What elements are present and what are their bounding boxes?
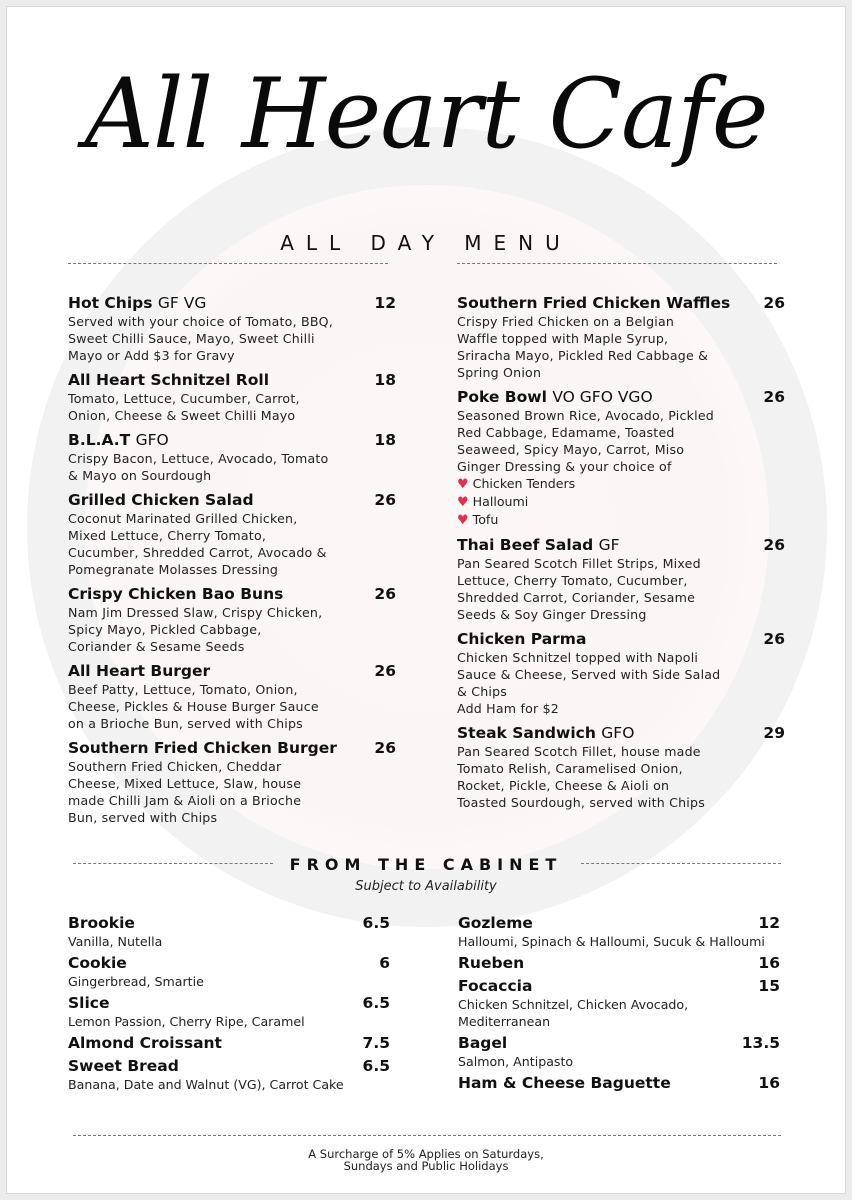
menu-item-description: & Chips (457, 684, 508, 699)
dietary-tag: GFO (601, 724, 635, 742)
cabinet-item-header (68, 1033, 390, 1053)
cabinet-item-header (458, 913, 780, 933)
dietary-tag: VO GFO VGO (552, 388, 653, 406)
menu-item-description: Lettuce, Cherry Tomato, Cucumber, (457, 573, 688, 588)
menu-item-description: Rocket, Pickle, Cheese & Aioli on (457, 778, 670, 793)
menu-item-description: Seasoned Brown Rice, Avocado, Pickled (457, 408, 714, 423)
cabinet-item (68, 1056, 390, 1093)
cabinet-item (458, 976, 780, 1030)
menu-item-title (68, 293, 206, 313)
menu-item-description: Coconut Marinated Grilled Chicken, (68, 511, 298, 526)
cafe-title: All Heart Cafe (84, 58, 768, 170)
dietary-tag: GF (598, 536, 620, 554)
surcharge-line-2: Sundays and Public Holidays (343, 1159, 509, 1173)
heart-icon: ♥ (457, 513, 469, 528)
menu-item-title (68, 430, 169, 450)
menu-item-description: Cucumber, Shredded Carrot, Avocado & (68, 545, 327, 560)
menu-item-description: Chicken Schnitzel topped with Napoli (457, 650, 699, 665)
menu-item-description: & Mayo on Sourdough (68, 468, 212, 483)
heart-icon: ♥ (457, 477, 469, 492)
menu-item-name: Thai Beef Salad (457, 536, 594, 554)
menu-item-price: 29 (763, 724, 785, 742)
cabinet-item-header (68, 993, 390, 1013)
menu-item-header (68, 584, 398, 604)
cabinet-title: FROM THE CABINET (289, 855, 563, 874)
menu-item-description: Sweet Chilli Sauce, Mayo, Sweet Chilli (68, 331, 315, 346)
menu-item-description: Tomato Relish, Caramelised Onion, (457, 761, 683, 776)
menu-item (68, 661, 398, 732)
cabinet-item-header (68, 1056, 390, 1076)
menu-item (457, 387, 787, 529)
cabinet-item-price: 6.5 (362, 994, 390, 1012)
menu-item-description: Toasted Sourdough, served with Chips (457, 795, 705, 810)
menu-item-description: Crispy Fried Chicken on a Belgian (457, 314, 675, 329)
cabinet-item-header (458, 976, 780, 996)
cabinet-item-name: Rueben (458, 954, 525, 972)
cabinet-item-name: Brookie (68, 914, 135, 932)
menu-item-description: Sauce & Cheese, Served with Side Salad (457, 667, 721, 682)
menu-item (68, 738, 398, 826)
menu-item-header (457, 387, 787, 407)
cabinet-item-description: Halloumi, Spinach & Halloumi, Sucuk & Halloumi (458, 934, 765, 949)
menu-item-name: Poke Bowl (457, 388, 547, 406)
menu-item-price: 18 (374, 371, 396, 389)
menu-item-description: Add Ham for $2 (457, 701, 559, 716)
cabinet-item (68, 913, 390, 950)
cabinet-item (68, 1033, 390, 1053)
menu-subtitle: ALL DAY MENU (280, 231, 572, 255)
menu-item-description: Cheese, Mixed Lettuce, Slaw, house (68, 776, 302, 791)
menu-item-price: 26 (374, 739, 396, 757)
cabinet-item-header (68, 913, 390, 933)
dietary-tag: GFO (135, 431, 169, 449)
cabinet-item-price: 12 (758, 914, 780, 932)
menu-item (68, 370, 398, 424)
cabinet-item-description: Banana, Date and Walnut (VG), Carrot Cake (68, 1077, 344, 1092)
cabinet-item-price: 6.5 (362, 1057, 390, 1075)
menu-item-title (68, 584, 283, 604)
menu-item-title (457, 629, 586, 649)
menu-item-description: Pan Seared Scotch Fillet Strips, Mixed (457, 556, 701, 571)
cabinet-item-price: 6 (379, 954, 390, 972)
cabinet-item (68, 953, 390, 990)
menu-option (457, 475, 787, 493)
menu-item-description: Mixed Lettuce, Cherry Tomato, (68, 528, 267, 543)
menu-item-header (457, 629, 787, 649)
cabinet-item-header (458, 1073, 780, 1093)
menu-item-title (68, 370, 269, 390)
menu-item-name: Crispy Chicken Bao Buns (68, 585, 284, 603)
menu-item-description: Beef Patty, Lettuce, Tomato, Onion, (68, 682, 298, 697)
menu-item (457, 723, 787, 811)
cabinet-item-price: 16 (758, 1074, 780, 1092)
menu-item-name: All Heart Schnitzel Roll (68, 371, 270, 389)
menu-item-header (457, 723, 787, 743)
menu-item-description: made Chilli Jam & Aioli on a Brioche (68, 793, 302, 808)
cabinet-item-name: Bagel (458, 1034, 508, 1052)
menu-item-description: Shredded Carrot, Coriander, Sesame (457, 590, 696, 605)
divider-footer (73, 1135, 781, 1136)
menu-item-title (457, 387, 653, 407)
cabinet-item-price: 16 (758, 954, 780, 972)
menu-item-description: on a Brioche Bun, served with Chips (68, 716, 303, 731)
surcharge-line-1: A Surcharge of 5% Applies on Saturdays, (308, 1147, 544, 1161)
menu-item-description: Crispy Bacon, Lettuce, Avocado, Tomato (68, 451, 329, 466)
menu-item-header (68, 490, 398, 510)
menu-item-title (457, 723, 634, 743)
menu-item-description: Pan Seared Scotch Fillet, house made (457, 744, 701, 759)
menu-item-title (68, 738, 337, 758)
menu-item-title (457, 293, 730, 313)
menu-item-price: 12 (374, 294, 396, 312)
menu-item-description: Served with your choice of Tomato, BBQ, (68, 314, 333, 329)
menu-item-description: Mayo or Add $3 for Gravy (68, 348, 235, 363)
cabinet-item-name: Cookie (68, 954, 127, 972)
menu-item-description: Onion, Cheese & Sweet Chilli Mayo (68, 408, 296, 423)
menu-item-price: 18 (374, 431, 396, 449)
menu-item-description: Waffle topped with Maple Syrup, (457, 331, 669, 346)
cabinet-item (458, 1033, 780, 1070)
dietary-tag: GF VG (157, 294, 207, 312)
menu-item-title (68, 490, 254, 510)
menu-item (68, 430, 398, 484)
cabinet-item-description: Lemon Passion, Cherry Ripe, Caramel (68, 1014, 305, 1029)
cabinet-item-price: 6.5 (362, 914, 390, 932)
menu-item-price: 26 (374, 662, 396, 680)
menu-item (68, 584, 398, 655)
menu-item-name: Chicken Parma (457, 630, 587, 648)
menu-item-description: Sriracha Mayo, Pickled Red Cabbage & (457, 348, 709, 363)
menu-option-label: Tofu (472, 512, 499, 527)
menu-item (457, 293, 787, 381)
cabinet-item-header (458, 953, 780, 973)
divider-cabinet-right (581, 863, 781, 864)
menu-item-name: Steak Sandwich (457, 724, 596, 742)
menu-item-description: Seaweed, Spicy Mayo, Carrot, Miso (457, 442, 685, 457)
cabinet-item (458, 913, 780, 950)
cabinet-item-description: Chicken Schnitzel, Chicken Avocado, Mediterranean (458, 997, 689, 1029)
cabinet-item (458, 953, 780, 973)
menu-item-header (68, 293, 398, 313)
menu-option-label: Halloumi (472, 494, 529, 509)
cabinet-item-name: Ham & Cheese Baguette (458, 1074, 671, 1092)
cabinet-item-description: Vanilla, Nutella (68, 934, 163, 949)
menu-item-description: Red Cabbage, Edamame, Toasted (457, 425, 675, 440)
menu-item-name: Hot Chips (68, 294, 153, 312)
menu-item-price: 26 (374, 585, 396, 603)
menu-item (68, 293, 398, 364)
menu-item-header (457, 535, 787, 555)
menu-option (457, 511, 787, 529)
cabinet-item-description: Gingerbread, Smartie (68, 974, 204, 989)
menu-item-description: Seeds & Soy Ginger Dressing (457, 607, 647, 622)
menu-item (457, 629, 787, 717)
menu-page (6, 6, 846, 1194)
menu-item-name: Southern Fried Chicken Burger (68, 739, 337, 757)
menu-item-description: Nam Jim Dressed Slaw, Crispy Chicken, (68, 605, 323, 620)
menu-option-label: Chicken Tenders (472, 476, 576, 491)
menu-item-description: Spicy Mayo, Pickled Cabbage, (68, 622, 262, 637)
menu-item-description: Tomato, Lettuce, Cucumber, Carrot, (68, 391, 300, 406)
menu-item-name: Grilled Chicken Salad (68, 491, 254, 509)
cabinet-item-header (458, 1033, 780, 1053)
cabinet-note: Subject to Availability (355, 879, 497, 894)
divider-right (457, 263, 777, 264)
menu-item-name: All Heart Burger (68, 662, 211, 680)
menu-item-title (68, 661, 210, 681)
menu-item-description: Pomegranate Molasses Dressing (68, 562, 279, 577)
surcharge-note (7, 1148, 845, 1172)
cabinet-item-name: Focaccia (458, 977, 533, 995)
menu-item-title (457, 535, 620, 555)
menu-item-description: Bun, served with Chips (68, 810, 218, 825)
menu-option (457, 493, 787, 511)
heart-icon: ♥ (457, 495, 469, 510)
menu-item-description: Southern Fried Chicken, Cheddar (68, 759, 282, 774)
cabinet-item-price: 15 (758, 977, 780, 995)
main-menu-right-column (457, 293, 787, 817)
menu-item-price: 26 (763, 294, 785, 312)
menu-item-header (68, 738, 398, 758)
menu-item-price: 26 (763, 630, 785, 648)
menu-item-price: 26 (374, 491, 396, 509)
cabinet-item-description: Salmon, Antipasto (458, 1054, 574, 1069)
menu-item-header (457, 293, 787, 313)
cabinet-item-price: 7.5 (362, 1034, 390, 1052)
menu-item-description: Coriander & Sesame Seeds (68, 639, 245, 654)
cabinet-item (458, 1073, 780, 1093)
cabinet-right-column (458, 913, 780, 1096)
cabinet-item-header (68, 953, 390, 973)
menu-item-header (68, 430, 398, 450)
cabinet-item-name: Slice (68, 994, 110, 1012)
menu-item (68, 490, 398, 578)
menu-item-header (68, 370, 398, 390)
cabinet-left-column (68, 913, 390, 1096)
menu-item (457, 535, 787, 623)
menu-item-price: 26 (763, 536, 785, 554)
menu-item-description: Cheese, Pickles & House Burger Sauce (68, 699, 319, 714)
menu-item-name: Southern Fried Chicken Waffles (457, 294, 731, 312)
menu-item-name: B.L.A.T (68, 431, 131, 449)
main-menu-left-column (68, 293, 398, 832)
cabinet-item-name: Almond Croissant (68, 1034, 222, 1052)
cabinet-item-price: 13.5 (741, 1034, 780, 1052)
cabinet-item-name: Sweet Bread (68, 1057, 179, 1075)
menu-item-header (68, 661, 398, 681)
menu-item-price: 26 (763, 388, 785, 406)
menu-item-description: Ginger Dressing & your choice of (457, 459, 672, 474)
cabinet-item-name: Gozleme (458, 914, 533, 932)
menu-item-description: Spring Onion (457, 365, 542, 380)
divider-left (68, 263, 388, 264)
cabinet-item (68, 993, 390, 1030)
